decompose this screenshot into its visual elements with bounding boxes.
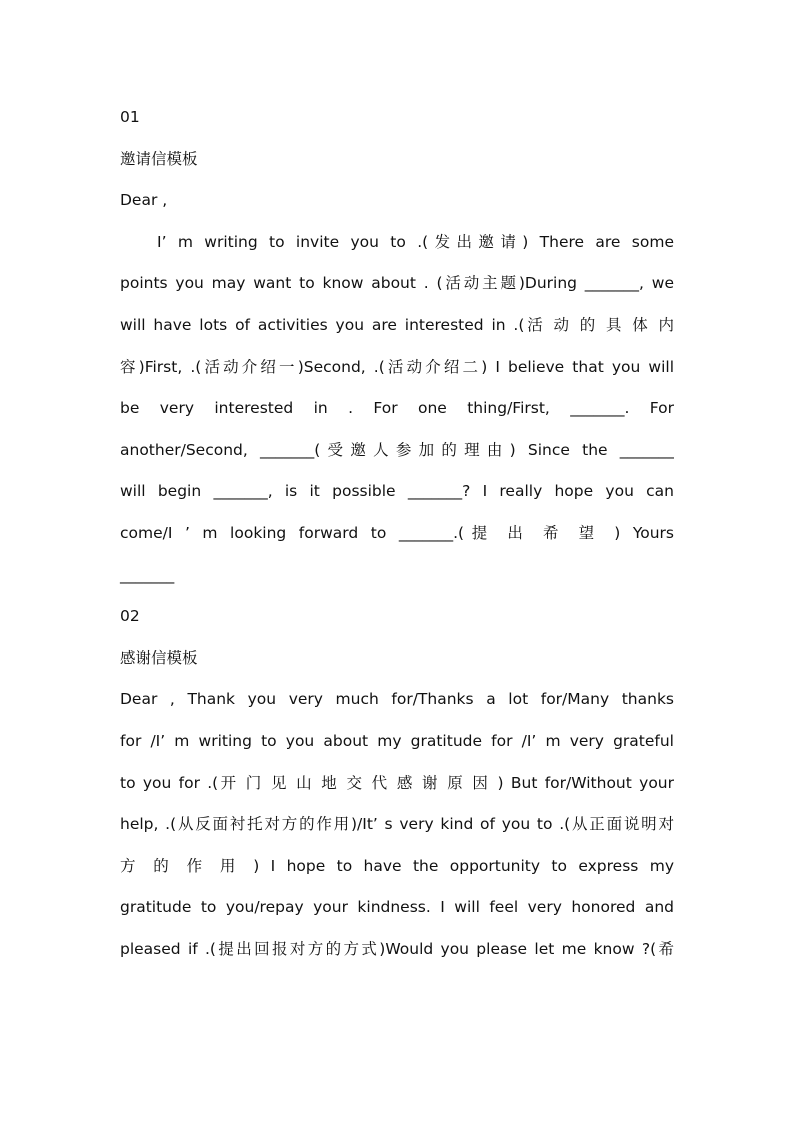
body-line: another/Second, _______(受邀人参加的理由) Since the _______ [120, 440, 674, 459]
body-line: to you for .(开 门 见 山 地 交 代 感 谢 原 因 ) But for/Without your [120, 773, 674, 792]
signature-blank: _______ [120, 565, 175, 584]
body-line: 方 的 作 用 ) I hope to have the opportunity to express my [120, 856, 674, 875]
salutation: Dear , [120, 191, 168, 210]
body-line: gratitude to you/repay your kindness. I will feel very honored and [120, 898, 674, 917]
body-line: 容)First, .(活动介绍一)Second, .(活动介绍二) I believe that you will [120, 357, 674, 376]
body-line: points you may want to know about . (活动主题)During _______, we [120, 274, 674, 293]
body-line: help, .(从反面衬托对方的作用)/It’ s very kind of you to .(从正面说明对 [120, 815, 674, 834]
body-line: for /I’ m writing to you about my gratitude for /I’ m very grateful [120, 731, 674, 750]
body-line: pleased if .(提出回报对方的方式)Would you please let me know ?(希 [120, 939, 674, 958]
letter-body [120, 679, 674, 970]
document-page [120, 97, 674, 970]
section-title: 邀请信模板 [120, 149, 198, 168]
body-line: will begin _______, is it possible _______? I really hope you can [120, 482, 674, 501]
body-line: be very interested in . For one thing/First, _______. For [120, 399, 674, 418]
body-line: Dear , Thank you very much for/Thanks a lot for/Many thanks [120, 690, 674, 709]
section-number: 02 [120, 607, 140, 626]
body-line: will have lots of activities you are interested in .(活 动 的 具 体 内 [120, 315, 674, 334]
letter-body [120, 222, 674, 555]
section-title: 感谢信模板 [120, 648, 198, 667]
section-number: 01 [120, 108, 140, 126]
body-line: I’ m writing to invite you to .(发出邀请) There are some [157, 232, 674, 251]
body-line: come/I ’ m looking forward to _______.(提 出 希 望 ) Yours [120, 523, 674, 542]
